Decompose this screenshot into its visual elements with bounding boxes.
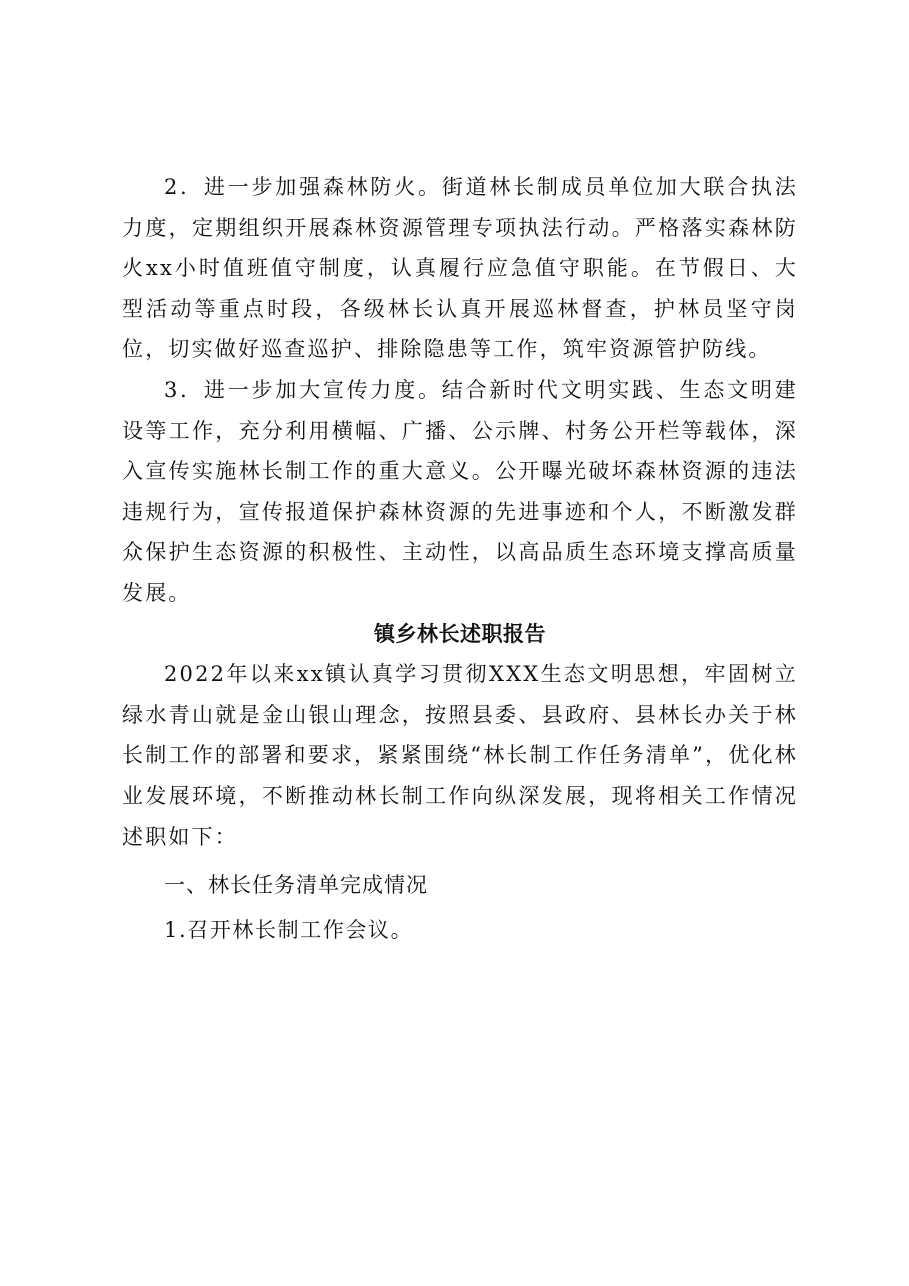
document-body: [122, 167, 798, 950]
paragraph-fire-prevention: 2．进一步加强森林防火。街道林长制成员单位加大联合执法力度，定期组织开展森林资源管理专项执法行动。严格落实森林防火xx小时值班值守制度，认真履行应急值守职能。在节假日、大型活动等重点时段，各级林长认真开展巡林督查，护林员坚守岗位，切实做好巡查巡护、排除隐患等工作，筑牢资源管护防线。: [122, 175, 798, 362]
paragraph-intro: 2022年以来xx镇认真学习贯彻XXX生态文明思想，牢固树立绿水青山就是金山银山理念，按照县委、县政府、县林长办关于林长制工作的部署和要求，紧紧围绕“林长制工作任务清单”，优化林业发展环境，不断推动林长制工作向纵深发展，现将相关工作情况述职如下：: [122, 662, 798, 849]
section-heading-1: 一、林长任务清单完成情况: [164, 873, 428, 898]
report-title: 镇乡林长述职报告: [374, 620, 546, 646]
list-item-1: 1.召开林长制工作会议。: [164, 917, 414, 942]
paragraph-publicity: 3．进一步加大宣传力度。结合新时代文明实践、生态文明建设等工作，充分利用横幅、广播、公示牌、村务公开栏等载体，深入宣传实施林长制工作的重大意义。公开曝光破坏森林资源的违法违规行为，宣传报道保护森林资源的先进事迹和个人，不断激发群众保护生态资源的积极性、主动性，以高品质生态环境支撑高质量发展。: [122, 377, 798, 605]
